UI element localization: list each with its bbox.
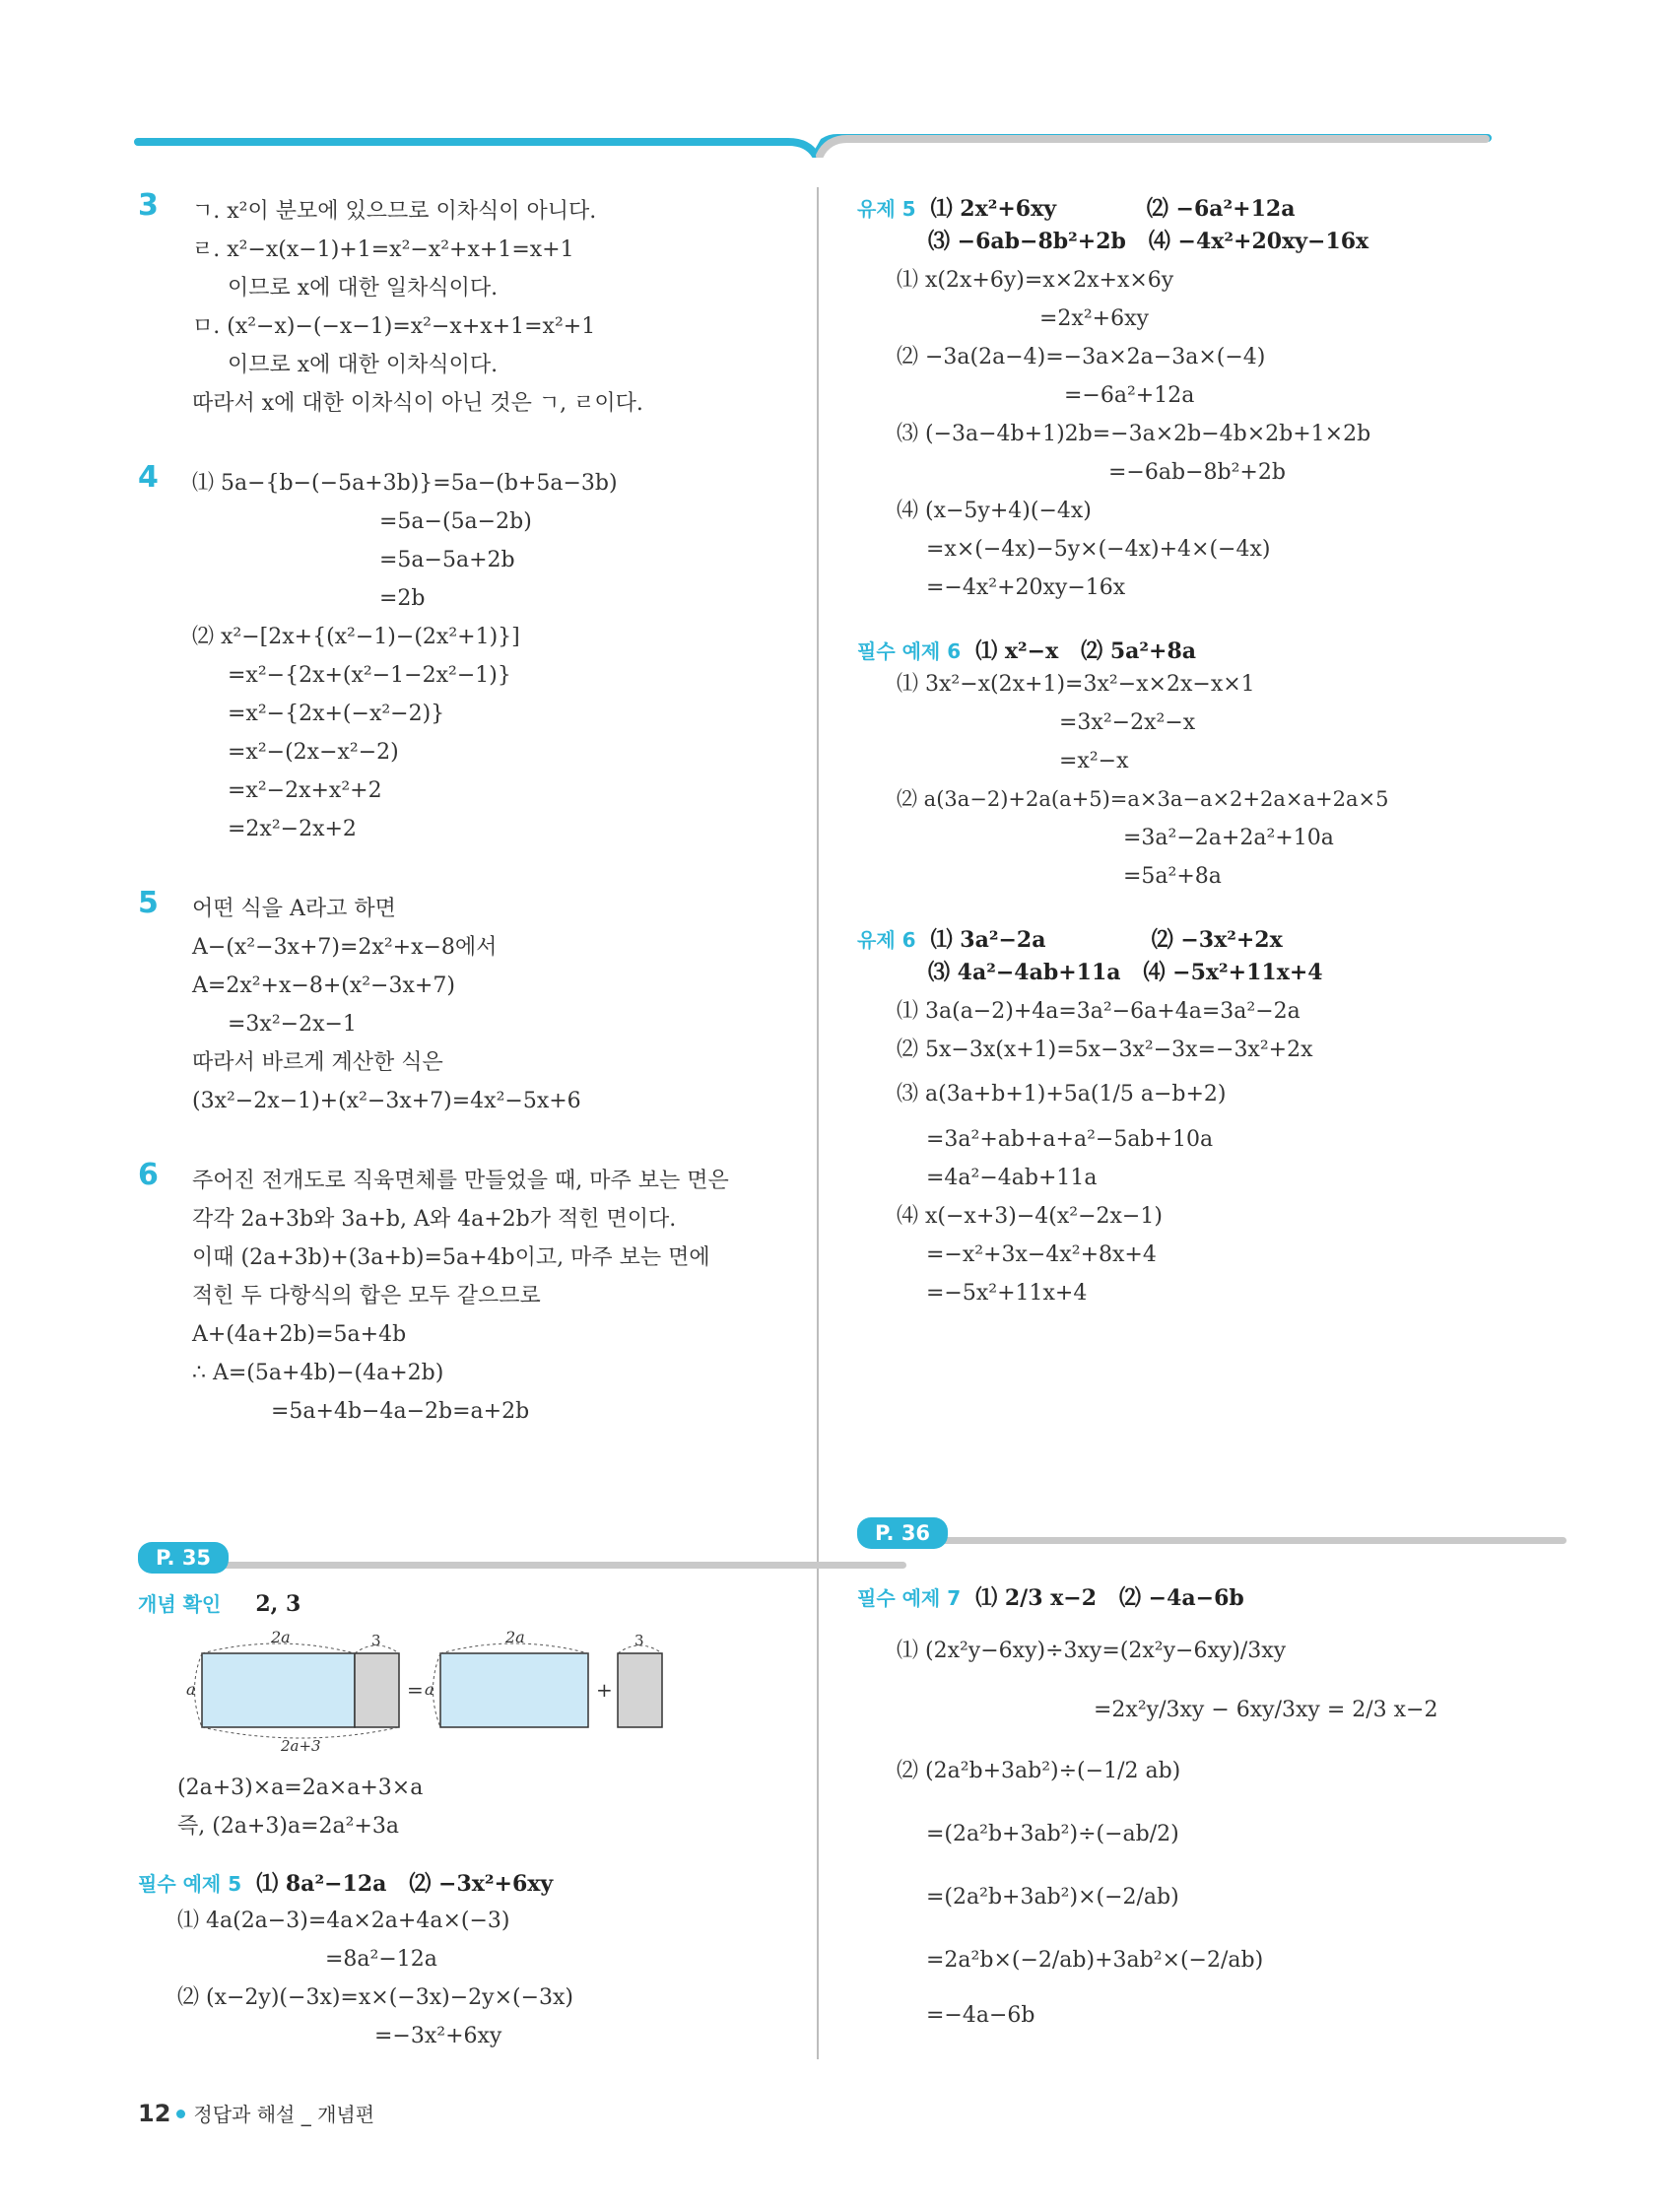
page-badge-35	[138, 1542, 229, 1581]
problem-4	[138, 460, 788, 848]
solution-line: =3a²+ab+a+a²−5ab+10a	[926, 1127, 1214, 1152]
right-column	[857, 192, 1537, 1312]
solution-line: =−4x²+20xy−16x	[926, 575, 1126, 600]
solution-line: =3x²−2x²−x	[1059, 710, 1196, 735]
solution-line: (3x²−2x−1)+(x²−3x+7)=4x²−5x+6	[192, 1089, 581, 1113]
problem-number: 4	[138, 460, 159, 495]
solution-line: ㄱ. x²이 분모에 있으므로 이차식이 아니다.	[192, 199, 597, 224]
solution-line: =2a²b×(−2/ab)+3ab²×(−2/ab)	[926, 1948, 1264, 1973]
page-number: 12	[138, 2100, 171, 2127]
rect-2a-by-a	[202, 1653, 355, 1727]
example-6	[857, 635, 1537, 896]
solution-line: 따라서 x에 대한 이차식이 아닌 것은 ㄱ, ㄹ이다.	[192, 391, 643, 416]
yuje-6-label: 유제 6	[857, 928, 916, 952]
solution-line: =(2a²b+3ab²)÷(−ab/2)	[926, 1822, 1179, 1846]
solution-line: 따라서 바르게 계산한 식은	[192, 1050, 443, 1075]
solution-line: ⑵ x²−[2x+{(x²−1)−(2x²+1)}]	[192, 625, 520, 649]
rect-3-by-a	[355, 1653, 399, 1727]
solution-line: =−3x²+6xy	[374, 2024, 502, 2048]
plus-sign: +	[596, 1678, 613, 1702]
solution-line: =x²−{2x+(x²−1−2x²−1)}	[228, 663, 511, 688]
example-7-answer: ⑴ 2/3 x−2 ⑵ −4a−6b	[975, 1585, 1244, 1611]
yuje-6	[857, 923, 1537, 1312]
solution-line: 이므로 x에 대한 이차식이다.	[228, 353, 499, 377]
solution-line: =x²−{2x+(−x²−2)}	[228, 702, 445, 726]
solution-line: ⑷ (x−5y+4)(−4x)	[897, 499, 1092, 523]
concept-check-answer: 2, 3	[255, 1591, 301, 1617]
solution-line: A−(x²−3x+7)=2x²+x−8에서	[192, 935, 498, 960]
problem-number: 6	[138, 1158, 159, 1192]
solution-line: ⑵ (2a²b+3ab²)÷(−1/2 ab)	[897, 1759, 1181, 1783]
solution-line: =−4a−6b	[926, 2003, 1035, 2028]
yuje-6-answer: ⑶ 4a²−4ab+11a ⑷ −5x²+11x+4	[928, 960, 1323, 985]
yuje-5-answer: ⑶ −6ab−8b²+2b ⑷ −4x²+20xy−16x	[928, 229, 1369, 254]
solution-line: =5a²+8a	[1123, 864, 1222, 889]
solution-line: ⑵ (x−2y)(−3x)=x×(−3x)−2y×(−3x)	[177, 1985, 574, 2010]
solution-line: ⑶ a(3a+b+1)+5a(1/5 a−b+2)	[897, 1082, 1227, 1106]
solution-line: 적힌 두 다항식의 합은 모두 같으므로	[192, 1284, 541, 1308]
solution-line: 즉, (2a+3)a=2a²+3a	[177, 1814, 399, 1839]
label-bottom-2a3: 2a+3	[281, 1737, 321, 1754]
problem-5	[138, 886, 788, 1120]
page-badge-36	[857, 1517, 948, 1557]
solution-line: ∴ A=(5a+4b)−(4a+2b)	[192, 1361, 444, 1385]
solution-line: =4a²−4ab+11a	[926, 1166, 1098, 1190]
page-badge-label: P. 35	[138, 1542, 229, 1574]
solution-line: =5a−(5a−2b)	[379, 509, 532, 534]
label-side-a: a	[186, 1680, 196, 1699]
label-side-a-2: a	[425, 1680, 434, 1699]
solution-line: ⑷ x(−x+3)−4(x²−2x−1)	[897, 1204, 1163, 1229]
example-6-label: 필수 예제 6	[857, 639, 962, 663]
yuje-5-answer: ⑴ 2x²+6xy ⑵ −6a²+12a	[930, 196, 1296, 222]
page-badge-label: P. 36	[857, 1517, 948, 1549]
example-7-label: 필수 예제 7	[857, 1586, 962, 1610]
p35-after-diagram	[177, 1769, 423, 1845]
solution-line: 이므로 x에 대한 일차식이다.	[228, 276, 499, 301]
solution-line: ⑴ x(2x+6y)=x×2x+x×6y	[897, 268, 1174, 293]
solution-line: ⑴ 5a−{b−(−5a+3b)}=5a−(b+5a−3b)	[192, 471, 618, 496]
problem-number: 3	[138, 188, 159, 223]
label-top-3: 3	[371, 1632, 381, 1649]
solution-line: 각각 2a+3b와 3a+b, A와 4a+2b가 적힌 면이다.	[192, 1207, 677, 1232]
solution-line: ㄹ. x²−x(x−1)+1=x²−x²+x+1=x+1	[192, 237, 574, 262]
solution-line: A+(4a+2b)=5a+4b	[192, 1322, 407, 1347]
rect-3-by-a-2	[618, 1653, 662, 1727]
example-5-answer: ⑴ 8a²−12a ⑵ −3x²+6xy	[256, 1871, 554, 1897]
solution-line: =x²−2x+x²+2	[228, 778, 382, 803]
label-top-2a-2: 2a	[505, 1628, 525, 1646]
solution-line: =2x²+6xy	[1039, 306, 1149, 331]
page-footer	[138, 2099, 374, 2127]
left-column	[138, 188, 788, 1472]
solution-line: 이때 (2a+3b)+(3a+b)=5a+4b이고, 마주 보는 면에	[192, 1245, 710, 1270]
solution-line: =3a²−2a+2a²+10a	[1123, 826, 1334, 850]
solution-line: =2b	[379, 586, 426, 611]
concept-check-label: 개념 확인	[138, 1592, 222, 1616]
solution-line: ㅁ. (x²−x)−(−x−1)=x²−x+x+1=x²+1	[192, 314, 596, 339]
solution-line: =−6ab−8b²+2b	[1108, 460, 1286, 485]
example-5	[138, 1867, 788, 2055]
solution-line: ⑶ (−3a−4b+1)2b=−3a×2b−4b×2b+1×2b	[897, 422, 1371, 446]
bullet-icon	[176, 2110, 185, 2118]
solution-line: ⑵ a(3a−2)+2a(a+5)=a×3a−a×2+2a×a+2a×5	[897, 787, 1389, 811]
example-6-answer: ⑴ x²−x ⑵ 5a²+8a	[975, 638, 1197, 664]
solution-line: =x²−(2x−x²−2)	[228, 740, 399, 765]
example-5-label: 필수 예제 5	[138, 1872, 242, 1896]
solution-line: 주어진 전개도로 직육면체를 만들었을 때, 마주 보는 면은	[192, 1169, 729, 1193]
label-top-2a: 2a	[271, 1628, 291, 1646]
example-7	[857, 1581, 1547, 2040]
solution-line: ⑴ (2x²y−6xy)÷3xy=(2x²y−6xy)/3xy	[897, 1639, 1287, 1663]
solution-line: =(2a²b+3ab²)×(−2/ab)	[926, 1885, 1179, 1910]
solution-line: =−x²+3x−4x²+8x+4	[926, 1242, 1157, 1267]
solution-line: =x²−x	[1059, 749, 1129, 773]
problem-number: 5	[138, 886, 159, 920]
solution-line: =8a²−12a	[325, 1947, 437, 1972]
header-bar	[0, 0, 1668, 158]
solution-line: =5a−5a+2b	[379, 548, 515, 572]
solution-line: =5a+4b−4a−2b=a+2b	[271, 1399, 530, 1424]
solution-line: 어떤 식을 A라고 하면	[192, 897, 396, 921]
solution-line: =2x²−2x+2	[228, 817, 357, 841]
footer-title: 정답과 해설 _ 개념편	[193, 2103, 375, 2126]
solution-line: ⑵ −3a(2a−4)=−3a×2a−3a×(−4)	[897, 345, 1266, 369]
label-top-3-2: 3	[634, 1632, 644, 1649]
area-diagram	[182, 1626, 675, 1754]
yuje-6-answer: ⑴ 3a²−2a ⑵ −3x²+2x	[930, 927, 1283, 953]
yuje-5	[857, 192, 1537, 607]
solution-line: ⑵ 5x−3x(x+1)=5x−3x²−3x=−3x²+2x	[897, 1038, 1313, 1062]
problem-3	[138, 188, 788, 423]
yuje-5-label: 유제 5	[857, 197, 916, 221]
solution-line: (2a+3)×a=2a×a+3×a	[177, 1776, 424, 1800]
p35-section	[138, 1588, 788, 1627]
column-divider	[817, 187, 819, 2059]
solution-line: =−5x²+11x+4	[926, 1281, 1088, 1306]
solution-line: ⑴ 3x²−x(2x+1)=3x²−x×2x−x×1	[897, 672, 1255, 697]
equals-sign: =	[407, 1678, 424, 1702]
solution-line: ⑴ 3a(a−2)+4a=3a²−6a+4a=3a²−2a	[897, 999, 1301, 1024]
rect-2a-by-a-2	[440, 1653, 588, 1727]
solution-line: ⑴ 4a(2a−3)=4a×2a+4a×(−3)	[177, 1909, 510, 1933]
solution-line: =x×(−4x)−5y×(−4x)+4×(−4x)	[926, 537, 1271, 562]
solution-line: A=2x²+x−8+(x²−3x+7)	[192, 973, 455, 998]
solution-line: =2x²y/3xy − 6xy/3xy = 2/3 x−2	[1094, 1698, 1438, 1722]
solution-line: =3x²−2x−1	[228, 1012, 357, 1037]
problem-6	[138, 1158, 788, 1431]
solution-line: =−6a²+12a	[1064, 383, 1195, 408]
